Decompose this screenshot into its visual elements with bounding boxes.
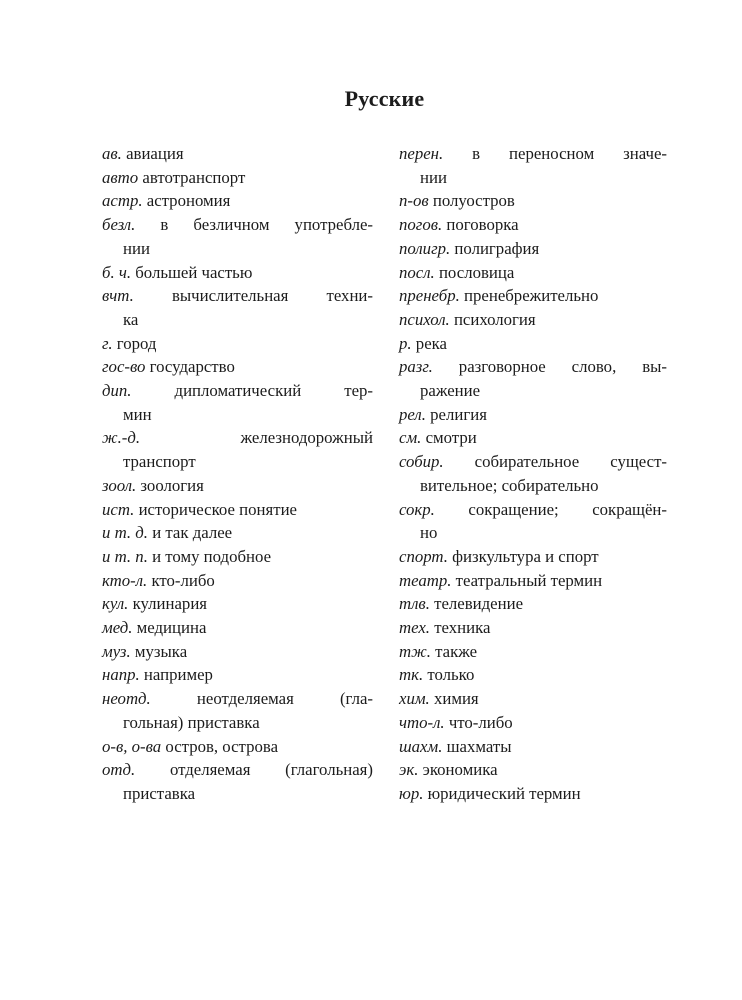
abbreviation-term: психол. (399, 309, 450, 329)
entry-line (399, 663, 667, 687)
entry-line (102, 142, 373, 166)
entry-line (399, 213, 667, 237)
entry-line (102, 616, 373, 640)
entry-line (102, 379, 373, 403)
entry-continuation-line (102, 450, 373, 474)
entry-continuation-line (399, 521, 667, 545)
entry-line (399, 403, 667, 427)
abbreviation-term: и т. д. (102, 523, 148, 543)
abbreviation-entry (399, 640, 667, 664)
entry-line (399, 711, 667, 735)
definition-text: например (143, 665, 213, 685)
entry-line (102, 758, 373, 782)
abbreviation-term: мед. (102, 618, 133, 638)
entry-continuation-line (102, 237, 373, 261)
entry-line (399, 735, 667, 759)
definition-text: сокращение; сокращён- (468, 499, 667, 519)
definition-text: в переносном значе- (472, 144, 667, 163)
entry-line (102, 592, 373, 616)
abbreviation-entry (102, 426, 373, 473)
abbreviation-term: погов. (399, 215, 443, 235)
abbreviation-term: дип. (102, 381, 132, 401)
abbreviation-entry (399, 498, 667, 545)
definition-text: дипломатический тер- (174, 381, 373, 401)
abbreviation-entry (102, 640, 373, 664)
definition-text: нии (123, 238, 150, 258)
abbreviation-entry (399, 332, 667, 356)
definition-text: собирательное сущест- (474, 452, 667, 472)
abbreviation-term: рел. (399, 404, 426, 424)
definition-text: физкультура и спорт (452, 546, 599, 566)
abbreviation-entry (399, 711, 667, 735)
abbreviation-term: ав. (102, 144, 122, 163)
entry-line (399, 569, 667, 593)
abbreviation-entry (102, 735, 373, 759)
abbreviation-entry (399, 403, 667, 427)
definition-text: в безличном употребле- (160, 215, 374, 235)
abbreviation-term: ж.-д. (102, 428, 141, 448)
abbreviation-entry (399, 213, 667, 237)
entry-line (399, 332, 667, 356)
entry-line (399, 284, 667, 308)
definition-text: вительное; собирательно (420, 475, 599, 495)
entry-continuation-line (102, 711, 373, 735)
abbreviation-entry (102, 498, 373, 522)
abbreviation-entry (102, 521, 373, 545)
entry-continuation-line (399, 166, 667, 190)
abbreviation-term: кул. (102, 594, 129, 614)
entry-continuation-line (102, 403, 373, 427)
entry-line (399, 261, 667, 285)
entry-line (102, 640, 373, 664)
abbreviation-entry (102, 545, 373, 569)
abbreviation-term: что-л. (399, 712, 445, 732)
entry-line (399, 782, 667, 806)
abbreviation-term: неотд. (102, 689, 151, 709)
abbreviation-entry (399, 308, 667, 332)
entry-line (102, 355, 373, 379)
definition-text: также (435, 641, 478, 661)
abbreviation-entry (102, 166, 373, 190)
abbreviation-entry (399, 426, 667, 450)
definition-text: кулинария (132, 594, 208, 614)
definition-text: зоология (140, 475, 204, 495)
abbreviation-term: зоол. (102, 475, 137, 495)
entry-line (399, 616, 667, 640)
abbreviation-entry (102, 663, 373, 687)
abbreviation-term: пренебр. (399, 286, 460, 306)
abbreviation-term: театр. (399, 570, 452, 590)
definition-text: медицина (136, 618, 207, 638)
abbreviation-entry (102, 261, 373, 285)
abbreviation-term: вчт. (102, 286, 134, 306)
definition-text: гольная) приставка (123, 712, 260, 732)
definition-text: поговорка (446, 215, 519, 235)
abbreviation-term: астр. (102, 191, 143, 211)
definition-text: только (427, 665, 475, 685)
abbreviation-term: хим. (399, 689, 430, 709)
definition-text: неотделяемая (гла- (196, 689, 373, 709)
definition-text: разговорное слово, вы- (458, 357, 667, 377)
definition-text: город (116, 333, 157, 353)
entry-line (102, 569, 373, 593)
definition-text: химия (433, 689, 479, 709)
entry-line (102, 189, 373, 213)
abbreviation-entry (399, 237, 667, 261)
abbreviation-term: о-в, о-ва (102, 736, 162, 756)
entry-line (102, 474, 373, 498)
definition-text: автотранспорт (142, 167, 246, 187)
definition-text: вычислительная техни- (171, 286, 373, 306)
definition-text: астрономия (146, 191, 231, 211)
abbreviation-term: ист. (102, 499, 135, 519)
abbreviation-entry (102, 758, 373, 805)
entry-line (399, 592, 667, 616)
definition-text: историческое понятие (138, 499, 297, 519)
definition-text: и тому подобное (152, 546, 272, 566)
definition-text: полиграфия (454, 238, 540, 258)
entry-line (399, 687, 667, 711)
page-title: Русские (344, 86, 425, 111)
definition-text: но (420, 523, 438, 543)
definition-text: приставка (123, 783, 196, 803)
abbreviation-term: разг. (399, 357, 433, 377)
entry-line (399, 142, 667, 166)
abbreviation-entry (102, 284, 373, 331)
abbreviation-entry (399, 569, 667, 593)
entry-line (102, 663, 373, 687)
definition-text: смотри (425, 428, 477, 448)
abbreviation-term: спорт. (399, 546, 448, 566)
abbreviation-term: посл. (399, 262, 435, 282)
abbreviation-entry (102, 213, 373, 260)
definition-text: шахматы (446, 736, 512, 756)
abbreviation-term: см. (399, 428, 422, 448)
definition-text: государство (149, 357, 235, 377)
entry-line (102, 332, 373, 356)
entry-line (399, 640, 667, 664)
abbreviation-term: муз. (102, 641, 131, 661)
abbreviation-entry (102, 687, 373, 734)
definition-text: музыка (134, 641, 188, 661)
abbreviation-entry (399, 355, 667, 402)
abbreviation-entry (399, 735, 667, 759)
definition-text: экономика (422, 760, 498, 780)
abbreviation-entry (399, 592, 667, 616)
abbreviation-entry (102, 142, 373, 166)
abbreviation-term: безл. (102, 215, 136, 235)
entry-continuation-line (399, 474, 667, 498)
abbreviation-term: сокр. (399, 499, 435, 519)
definition-text: авиация (126, 144, 184, 163)
definition-text: мин (123, 404, 152, 424)
abbreviation-entry (102, 474, 373, 498)
abbreviation-entry (399, 663, 667, 687)
abbreviation-entry (399, 450, 667, 497)
abbreviation-entry (399, 687, 667, 711)
entry-line (102, 261, 373, 285)
abbreviation-term: перен. (399, 144, 444, 163)
entry-line (102, 687, 373, 711)
abbreviation-term: тлв. (399, 594, 430, 614)
entry-line (399, 308, 667, 332)
abbreviation-term: тех. (399, 618, 430, 638)
abbreviation-entry (102, 355, 373, 379)
abbreviation-term: напр. (102, 665, 140, 685)
abbreviation-entry (399, 758, 667, 782)
abbreviation-term: г. (102, 333, 113, 353)
abbreviation-entry (102, 379, 373, 426)
abbreviation-term: кто-л. (102, 570, 148, 590)
entry-line (102, 735, 373, 759)
abbreviation-term: и т. п. (102, 546, 148, 566)
definition-text: пренебрежительно (464, 286, 599, 306)
abbreviations-column-right (399, 142, 667, 806)
definition-text: ражение (420, 381, 481, 401)
abbreviation-term: полигр. (399, 238, 451, 258)
abbreviation-entry (399, 284, 667, 308)
entry-line (399, 189, 667, 213)
entry-line (399, 450, 667, 474)
abbreviation-term: гос-во (102, 357, 146, 377)
definition-text: железнодорожный (240, 428, 373, 448)
abbreviation-term: тк. (399, 665, 424, 685)
entry-continuation-line (399, 379, 667, 403)
abbreviation-term: отд. (102, 760, 136, 780)
definition-text: отделяемая (глагольная) (169, 760, 373, 780)
abbreviation-term: авто (102, 167, 139, 187)
abbreviation-term: собир. (399, 452, 444, 472)
entry-line (399, 758, 667, 782)
entry-line (102, 498, 373, 522)
abbreviation-entry (399, 616, 667, 640)
entry-line (102, 426, 373, 450)
definition-text: ка (123, 309, 139, 329)
abbreviation-entry (102, 569, 373, 593)
definition-text: большей частью (135, 262, 253, 282)
definition-text: телевидение (434, 594, 524, 614)
definition-text: и так далее (152, 523, 233, 543)
entry-line (399, 498, 667, 522)
definition-text: юридический термин (427, 783, 581, 803)
definition-text: кто-либо (151, 570, 215, 590)
abbreviation-entry (102, 189, 373, 213)
abbreviations-column-left (102, 142, 373, 806)
entry-line (102, 284, 373, 308)
definition-text: нии (420, 167, 447, 187)
definition-text: остров, острова (165, 736, 279, 756)
entry-continuation-line (102, 782, 373, 806)
abbreviation-entry (399, 261, 667, 285)
abbreviation-entry (399, 782, 667, 806)
abbreviation-term: п-ов (399, 191, 429, 211)
entry-line (399, 355, 667, 379)
abbreviation-term: р. (399, 333, 412, 353)
definition-text: пословица (438, 262, 515, 282)
definition-text: транспорт (123, 452, 196, 472)
abbreviation-entry (102, 616, 373, 640)
definition-text: техника (434, 618, 491, 638)
definition-text: что-либо (448, 712, 513, 732)
entry-line (399, 426, 667, 450)
abbreviation-entry (399, 545, 667, 569)
entry-line (102, 166, 373, 190)
definition-text: река (415, 333, 447, 353)
abbreviation-term: юр. (399, 783, 424, 803)
definition-text: полуостров (432, 191, 515, 211)
abbreviation-term: шахм. (399, 736, 443, 756)
entry-line (399, 237, 667, 261)
entry-line (399, 545, 667, 569)
abbreviation-entry (102, 332, 373, 356)
entry-line (102, 521, 373, 545)
abbreviation-entry (102, 592, 373, 616)
definition-text: психология (453, 309, 536, 329)
entry-line (102, 213, 373, 237)
entry-line (102, 545, 373, 569)
abbreviation-term: тж. (399, 641, 431, 661)
definition-text: театральный термин (455, 570, 603, 590)
entry-continuation-line (102, 308, 373, 332)
abbreviation-entry (399, 142, 667, 189)
abbreviation-term: б. ч. (102, 262, 132, 282)
abbreviation-entry (399, 189, 667, 213)
definition-text: религия (430, 404, 487, 424)
abbreviation-term: эк. (399, 760, 419, 780)
